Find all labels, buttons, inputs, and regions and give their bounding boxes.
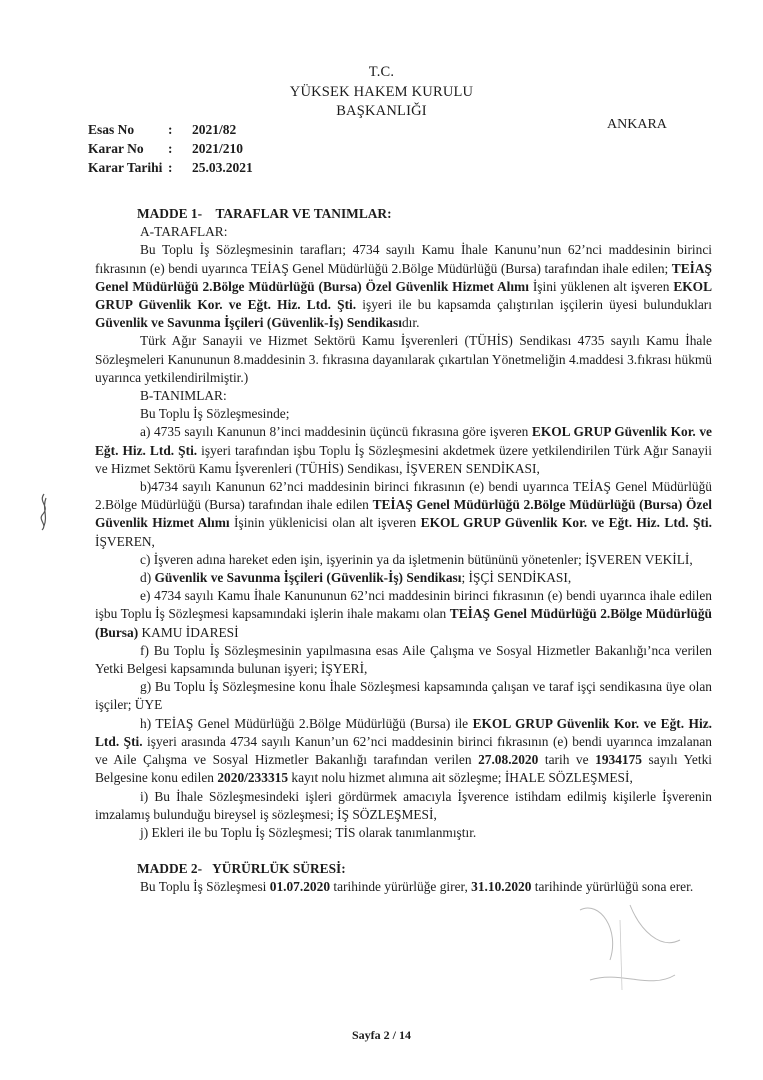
madde2-heading	[137, 860, 712, 878]
definition-g: g) Bu Toplu İş Sözleşmesine konu İhale Sözleşmesi kapsamında çalışan ve taraf işçi sendikasına üye olan işçiler; ÜYE	[95, 679, 712, 713]
margin-initial-signature	[34, 492, 54, 532]
definition-b	[95, 478, 712, 551]
section-b-intro: Bu Toplu İş Sözleşmesinde;	[140, 406, 290, 422]
meta-value: 2021/82	[192, 122, 237, 137]
text-span: Bu Toplu İş Sözleşmesinin tarafları; 4734 sayılı Kamu İhale Kanunu’nun 62’nci maddesinin birinci fıkrasının (e) bendi uyarınca TEİAŞ Genel Müdürlüğü 2.Bölge Müdürlüğü (Bursa) tarafından ihale edilen;	[95, 242, 712, 276]
text-span: İşinin yüklenicisi olan alt işveren	[229, 515, 421, 531]
text-span: tarih ve	[538, 752, 596, 768]
text-span: tarihinde yürürlüğü sona erer.	[531, 879, 694, 895]
definition-d	[95, 569, 712, 587]
section-a-title: A-TARAFLAR:	[140, 224, 228, 240]
meta-sep: :	[168, 141, 173, 156]
text-span: kayıt nolu hizmet alımına ait sözleşme; İHALE SÖZLEŞMESİ,	[288, 770, 633, 786]
text-span: işyeri tarafından işbu Toplu İş Sözleşmesini akdetmek üzere yetkilendirilen Türk Ağır Sanayii ve Hizmet Sektörü Kamu İşverenleri (TÜHİS) Sendikası, İŞVEREN SENDİKASI,	[95, 442, 712, 476]
section-b-title: B-TANIMLAR:	[140, 388, 227, 404]
faint-signature-marks	[560, 890, 690, 1010]
bold-span: EKOL GRUP Güvenlik Kor. ve Eğt. Hiz. Ltd. Şti.	[420, 515, 712, 531]
header-institution: YÜKSEK HAKEM KURULU	[289, 84, 474, 100]
text-span: tarihinde yürürlüğe girer,	[330, 879, 472, 895]
definition-e	[95, 587, 712, 642]
madde1-title: TARAFLAR VE TANIMLAR:	[215, 206, 392, 221]
bold-span: 1934175	[595, 752, 642, 768]
madde2-colon: :	[341, 861, 346, 877]
definition-h	[95, 715, 712, 788]
page-number: Sayfa 2 / 14	[351, 1028, 411, 1042]
text-span: İŞVEREN,	[95, 533, 155, 549]
section-a-paragraph-2: Türk Ağır Sanayii ve Hizmet Sektörü Kamu İşverenleri (TÜHİS) Sendikası 4735 sayılı Kamu İhale Sözleşmeleri Kanununun 8.maddesinin 3. fıkrasına dayanılarak çıkartılan Yönetmeliğin 4.maddesi 3.fıkrası hükmü uyarınca yetkilendirilmiştir.)	[95, 333, 712, 385]
definition-f: f) Bu Toplu İş Sözleşmesinin yapılmasına esas Aile Çalışma ve Sosyal Hizmetler Bakanlığı’nca verilen Yetki Belgesi kapsamında bulunan işyeri; İŞYERİ,	[95, 642, 712, 677]
definition-c: c) İşveren adına hareket eden işin, işyerinin ya da işletmenin bütününü yönetenler; İŞVEREN VEKİLİ,	[140, 551, 693, 567]
text-span: İşini yüklenen alt işveren	[528, 278, 674, 294]
karar-tarihi-row	[88, 160, 253, 176]
definition-j: j) Ekleri ile bu Toplu İş Sözleşmesi; TİS olarak tanımlanmıştır.	[140, 824, 477, 840]
document-body	[95, 205, 712, 897]
text-span: e) 4734 sayılı Kamu İhale Kanununun 62’nci maddesinin birinci fıkrasının (e) bendi uyarınca ihale edilen işbu Toplu İş Sözleşmesi kapsamındaki işlerin ihale makamı olan	[95, 588, 712, 622]
bold-span: EKOL GRUP Güvenlik Kor. ve Eğt. Hiz. Ltd. Şti.	[95, 424, 712, 458]
header-tc: T.C.	[368, 64, 395, 80]
text-span: sayılı Yetki Belgesine konu edilen	[95, 752, 712, 786]
meta-value: 2021/210	[192, 141, 244, 156]
bold-span: 01.07.2020	[269, 879, 331, 895]
definition-a	[95, 423, 712, 478]
madde1-number: MADDE 1-	[137, 206, 203, 221]
meta-key: Karar Tarihi	[88, 160, 163, 175]
meta-value: 25.03.2021	[192, 160, 253, 175]
text-span: KAMU İDARESİ	[138, 624, 239, 640]
text-span: a) 4735 sayılı Kanunun 8’inci maddesinin üçüncü fıkrasına göre işveren	[140, 424, 532, 440]
city-label: ANKARA	[607, 117, 667, 132]
text-span: dır.	[401, 315, 420, 331]
text-span: h) TEİAŞ Genel Müdürlüğü 2.Bölge Müdürlüğü (Bursa) ile	[140, 715, 473, 731]
bold-span: TEİAŞ Genel Müdürlüğü 2.Bölge Müdürlüğü (Bursa) Özel Güvenlik Hizmet Alımı	[95, 260, 712, 294]
meta-key: Karar No	[88, 141, 144, 156]
text-span: b)4734 sayılı Kanunun 62’nci maddesinin birinci fıkrasının (e) bendi uyarınca TEİAŞ Genel Müdürlüğü 2.Bölge Müdürlüğü (Bursa) tarafından ihale edilen	[95, 479, 712, 513]
esas-no-row	[88, 122, 236, 138]
bold-span: TEİAŞ Genel Müdürlüğü 2.Bölge Müdürlüğü (Bursa) Özel Güvenlik Hizmet Alımı	[95, 497, 712, 531]
text-span: d)	[140, 570, 155, 586]
text-span: işyeri arasında 4734 sayılı Kanun’un 62’nci maddesinin birinci fıkrasının (e) bendi uyarınca imzalanan ve Aile Çalışma ve Sosyal Hizmetler Bakanlığı tarafından verilen	[95, 733, 712, 768]
meta-sep: :	[168, 122, 173, 137]
header-presidency: BAŞKANLIĞI	[336, 103, 427, 119]
bold-span: 27.08.2020	[478, 752, 539, 768]
bold-span: TEİAŞ Genel Müdürlüğü 2.Bölge Müdürlüğü (Bursa)	[95, 606, 712, 640]
bold-span: Güvenlik ve Savunma İşçileri (Güvenlik-İş) Sendikası	[154, 570, 462, 586]
meta-sep: :	[168, 160, 173, 175]
bold-span: 31.10.2020	[471, 879, 532, 895]
meta-key: Esas No	[88, 122, 135, 137]
madde2-number: MADDE 2-	[137, 861, 203, 877]
bold-span: Güvenlik ve Savunma İşçileri (Güvenlik-İş) Sendikası	[95, 315, 402, 331]
text-span: işyeri ile bu kapsamda çalıştırılan işçilerin üyesi bulundukları	[356, 297, 712, 313]
text-span: Bu Toplu İş Sözleşmesi	[140, 879, 270, 895]
definition-i: i) Bu İhale Sözleşmesindeki işleri gördürmek amacıyla İşverence istihdam edilmiş kişilerle İşverenin imzalamış bulunduğu bireysel iş sözleşmesi; İŞ SÖZLEŞMESİ,	[95, 788, 712, 822]
madde1-heading	[137, 205, 712, 223]
karar-no-row	[88, 141, 243, 157]
text-span: ; İŞÇİ SENDİKASI,	[461, 570, 572, 586]
madde2-title: YÜRÜRLÜK SÜRESİ	[212, 861, 342, 877]
section-a-paragraph-1	[95, 241, 712, 332]
bold-span: EKOL GRUP Güvenlik Kor. ve Eğt. Hiz. Ltd. Şti.	[95, 715, 712, 749]
bold-span: 2020/233315	[217, 770, 289, 786]
bold-span: EKOL GRUP Güvenlik Kor. ve Eğt. Hiz. Ltd. Şti.	[95, 278, 713, 313]
